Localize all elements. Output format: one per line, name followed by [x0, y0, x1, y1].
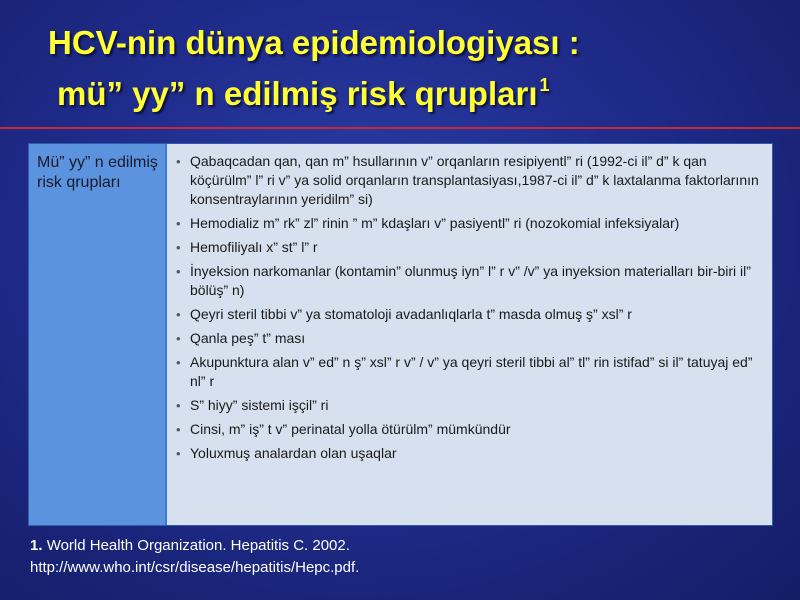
title-line-2	[0, 64, 740, 115]
title-divider	[0, 127, 800, 129]
footnote-citation	[30, 535, 359, 557]
bullet-icon: •	[176, 154, 181, 169]
list-item-text: S” hiyy” sistemi işçil” ri	[190, 397, 329, 413]
title-footnote-ref: 1	[539, 75, 550, 95]
footnote-url[interactable]: http://www.who.int/csr/disease/hepatitis/Hepc.pdf.	[30, 559, 360, 576]
list-item	[175, 305, 764, 324]
list-item-text: İnyeksion narkomanlar (kontamin” olunmuş iyn” l” r v” /v” ya inyeksion materialları bir-biri il” bölüş” n)	[190, 263, 751, 298]
list-item-text: Hemodializ m” rk” zl” rinin ” m” kdaşları v” pasiyentl” ri (nozokomial infeksiyalar)	[190, 215, 680, 231]
list-item	[175, 238, 764, 257]
title-line-2-text: mü” yy” n edilmiş risk qrupları	[57, 75, 538, 112]
bullet-icon: •	[176, 422, 181, 437]
list-item-text: Cinsi, m” iş” t v” perinatal yolla ötürülm” mümkündür	[190, 421, 511, 437]
list-item	[175, 262, 764, 300]
bullet-icon: •	[176, 307, 181, 322]
slide-title	[0, 22, 740, 115]
bullet-icon: •	[176, 264, 181, 279]
bullet-icon: •	[176, 355, 181, 370]
table-content-cell	[167, 144, 772, 525]
list-item	[175, 396, 764, 415]
list-item	[175, 329, 764, 348]
risk-group-list	[175, 152, 764, 463]
list-item	[175, 420, 764, 439]
footnote-text: World Health Organization. Hepatitis C. 2002.	[46, 537, 350, 554]
list-item	[175, 444, 764, 463]
list-item-text: Akupunktura alan v” ed” n ş” xsl” r v” / v” ya qeyri steril tibbi al” tl” rin istifad” si il” tatuyaj ed” nl” r	[190, 354, 753, 389]
list-item	[175, 214, 764, 233]
list-item	[175, 152, 764, 209]
footnote-number: 1.	[30, 537, 43, 554]
list-item	[175, 353, 764, 391]
list-item-text: Qabaqcadan qan, qan m” hsullarının v” orqanların resipiyentl” ri (1992-ci il” d” k qan köçürülm” l” ri v” ya solid orqanların transplantasiyası,1987-ci il” d” k laxtalanma faktorlarının konsentraylarının yeridilm” si)	[190, 153, 759, 207]
title-line-1: HCV-nin dünya epidemiologiyası :	[48, 24, 580, 61]
list-item-text: Yoluxmuş analardan olan uşaqlar	[190, 445, 397, 461]
list-item-text: Qanla peş” t” ması	[190, 330, 306, 346]
bullet-icon: •	[176, 446, 181, 461]
table-header-cell: Mü” yy” n edilmiş risk qrupları	[29, 144, 165, 525]
bullet-icon: •	[176, 331, 181, 346]
bullet-icon: •	[176, 216, 181, 231]
risk-groups-table	[28, 143, 773, 526]
bullet-icon: •	[176, 398, 181, 413]
footnote	[30, 535, 359, 579]
list-item-text: Hemofiliyalı x” st” l” r	[190, 239, 318, 255]
list-item-text: Qeyri steril tibbi v” ya stomatoloji avadanlıqlarla t” masda olmuş ş” xsl” r	[190, 306, 632, 322]
bullet-icon: •	[176, 240, 181, 255]
